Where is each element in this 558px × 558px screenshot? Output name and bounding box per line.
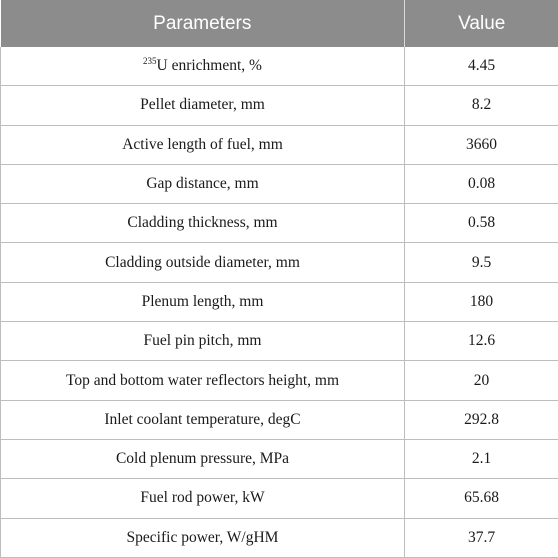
- table-row: [1, 204, 558, 243]
- value-cell: 4.45: [405, 47, 558, 86]
- table-row: [1, 361, 558, 400]
- table-row: [1, 479, 558, 518]
- table-row: [1, 518, 558, 557]
- parameter-cell: [1, 243, 405, 282]
- parameter-cell: [1, 322, 405, 361]
- parameter-label: Active length of fuel, mm: [122, 136, 283, 153]
- parameter-cell: [1, 86, 405, 125]
- parameter-cell: [1, 47, 405, 86]
- parameter-label: Fuel rod power, kW: [140, 489, 264, 506]
- parameter-cell: [1, 361, 405, 400]
- parameter-cell: [1, 125, 405, 164]
- header-row: [1, 0, 558, 47]
- parameter-label: Specific power, W/gHM: [127, 529, 279, 546]
- value-cell: 0.58: [405, 204, 558, 243]
- parameter-cell: [1, 164, 405, 203]
- table-row: [1, 86, 558, 125]
- value-cell: 180: [405, 282, 558, 321]
- parameter-cell: [1, 439, 405, 478]
- parameter-cell: [1, 479, 405, 518]
- value-cell: 3660: [405, 125, 558, 164]
- value-cell: 292.8: [405, 400, 558, 439]
- value-cell: 9.5: [405, 243, 558, 282]
- isotope-superscript: 235: [143, 56, 157, 66]
- table-row: [1, 243, 558, 282]
- parameter-cell: [1, 204, 405, 243]
- value-cell: 65.68: [405, 479, 558, 518]
- value-cell: 0.08: [405, 164, 558, 203]
- value-cell: 2.1: [405, 439, 558, 478]
- header-value: Value: [405, 0, 558, 47]
- parameter-label: Cladding thickness, mm: [127, 214, 277, 231]
- parameter-cell: [1, 400, 405, 439]
- table-header: [1, 0, 558, 47]
- parameter-cell: [1, 518, 405, 557]
- value-cell: 12.6: [405, 322, 558, 361]
- parameter-label: Plenum length, mm: [142, 293, 264, 310]
- header-parameters: Parameters: [1, 0, 405, 47]
- table-body: [1, 47, 558, 557]
- value-cell: 8.2: [405, 86, 558, 125]
- parameter-label: Inlet coolant temperature, degC: [104, 411, 300, 428]
- value-cell: 37.7: [405, 518, 558, 557]
- table-row: [1, 125, 558, 164]
- table-row: [1, 400, 558, 439]
- parameter-label: U enrichment, %: [157, 57, 262, 74]
- parameter-label: Gap distance, mm: [146, 175, 258, 192]
- parameter-label: Pellet diameter, mm: [140, 96, 265, 113]
- table-row: [1, 164, 558, 203]
- parameter-cell: [1, 282, 405, 321]
- table-row: [1, 47, 558, 86]
- table-row: [1, 282, 558, 321]
- value-cell: 20: [405, 361, 558, 400]
- parameter-label: Cold plenum pressure, MPa: [116, 450, 289, 467]
- parameter-label: Fuel pin pitch, mm: [144, 332, 262, 349]
- table-row: [1, 439, 558, 478]
- parameter-label: Cladding outside diameter, mm: [105, 254, 300, 271]
- table-row: [1, 322, 558, 361]
- parameter-label: Top and bottom water reflectors height, mm: [66, 372, 339, 389]
